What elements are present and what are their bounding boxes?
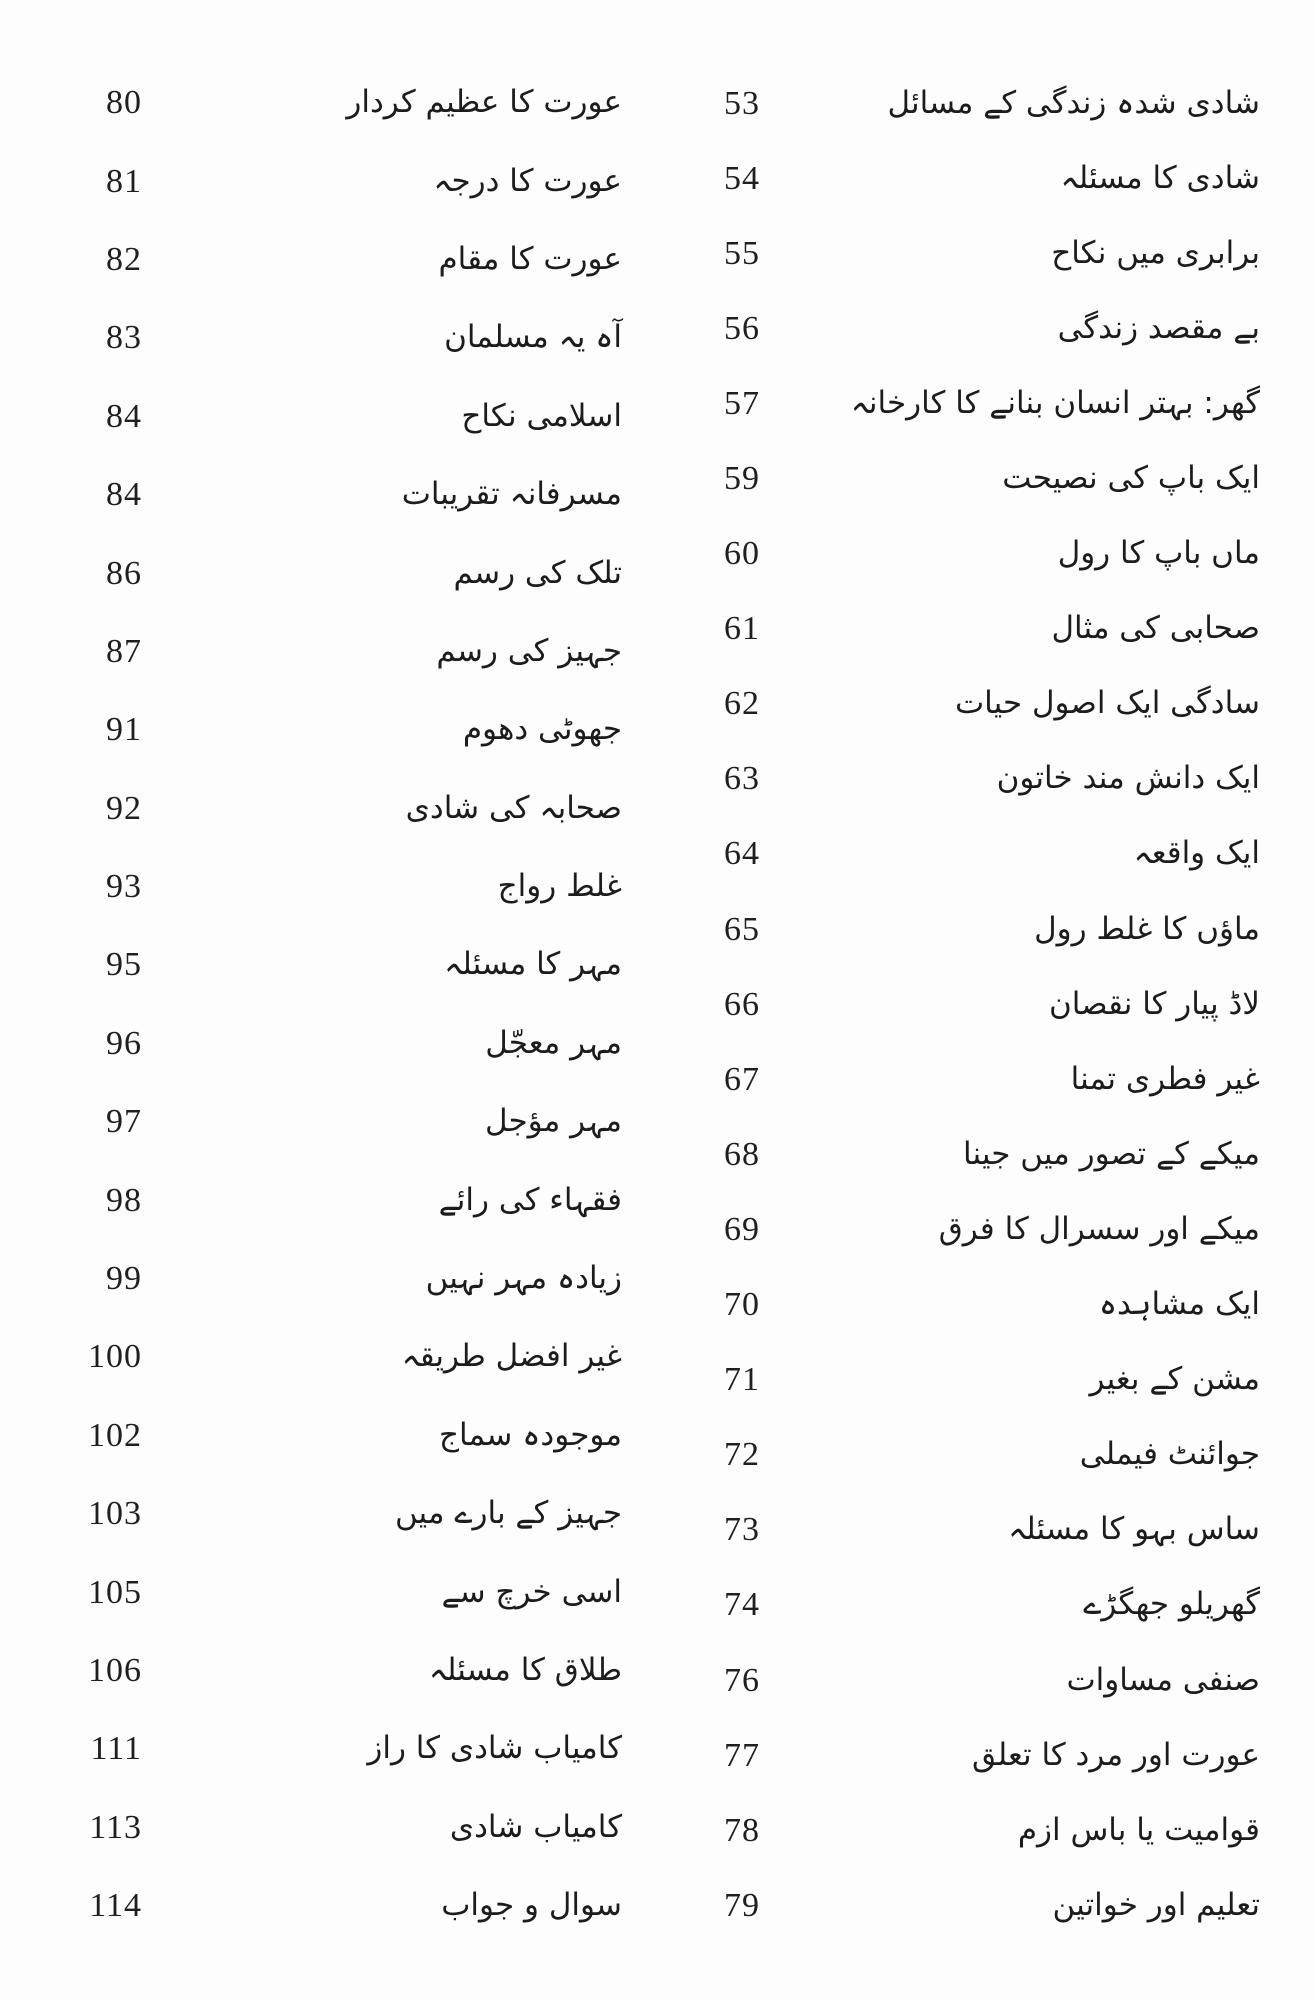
toc-row bbox=[640, 1042, 1260, 1117]
chapter-title: میکے اور سسرال کا فرق bbox=[938, 1211, 1260, 1248]
chapter-title: شادی کا مسئلہ bbox=[1060, 159, 1260, 196]
chapter-title: سادگی ایک اصول حیات bbox=[955, 685, 1260, 722]
page-number: 113 bbox=[89, 1808, 142, 1846]
chapter-title: ماں باپ کا رول bbox=[1057, 535, 1260, 572]
chapter-title: لاڈ پیار کا نقصان bbox=[1048, 985, 1260, 1022]
page-number: 61 bbox=[724, 610, 760, 648]
toc-row bbox=[62, 1632, 622, 1710]
chapter-title: گھریلو جھگڑے bbox=[1083, 1586, 1260, 1623]
page-number: 81 bbox=[106, 162, 142, 200]
chapter-title: فقہاء کی رائے bbox=[438, 1181, 622, 1218]
chapter-title: عورت اور مرد کا تعلق bbox=[971, 1736, 1260, 1773]
page-number: 83 bbox=[106, 319, 142, 357]
toc-row bbox=[62, 1318, 622, 1396]
page-number: 62 bbox=[724, 685, 760, 723]
toc-row bbox=[62, 691, 622, 769]
page-number: 64 bbox=[724, 835, 760, 873]
toc-row bbox=[640, 1192, 1260, 1267]
chapter-title: مہر کا مسئلہ bbox=[444, 946, 622, 983]
page-number: 106 bbox=[88, 1652, 142, 1689]
page-number: 54 bbox=[724, 159, 760, 197]
chapter-title: عورت کا درجہ bbox=[433, 162, 622, 199]
chapter-title: مہر معجّل bbox=[485, 1025, 622, 1062]
page-number: 56 bbox=[724, 309, 760, 347]
toc-column-right bbox=[640, 66, 1260, 1943]
page-number: 53 bbox=[724, 84, 760, 122]
toc-row bbox=[62, 299, 622, 377]
toc-row bbox=[640, 967, 1260, 1042]
toc-row bbox=[62, 848, 622, 926]
toc-row bbox=[640, 592, 1260, 667]
toc-row bbox=[62, 1710, 622, 1788]
chapter-title: ساس بہو کا مسئلہ bbox=[1008, 1511, 1260, 1548]
page-number: 96 bbox=[106, 1024, 142, 1062]
chapter-title: جھوٹی دھوم bbox=[462, 711, 622, 748]
chapter-title: کامیاب شادی bbox=[449, 1808, 622, 1845]
toc-row bbox=[62, 1161, 622, 1239]
chapter-title: ایک باپ کی نصیحت bbox=[1002, 460, 1260, 497]
toc-row bbox=[640, 667, 1260, 742]
page-number: 67 bbox=[724, 1060, 760, 1098]
page-number: 105 bbox=[88, 1573, 142, 1611]
toc-row bbox=[640, 366, 1260, 441]
page-number: 76 bbox=[724, 1661, 760, 1699]
toc-row bbox=[640, 1643, 1260, 1718]
toc-row bbox=[640, 742, 1260, 817]
page-number: 92 bbox=[106, 789, 142, 827]
page-number: 69 bbox=[724, 1210, 760, 1248]
toc-row bbox=[62, 1475, 622, 1553]
chapter-title: بے مقصد زندگی bbox=[1057, 310, 1260, 347]
page-number: 73 bbox=[724, 1511, 760, 1549]
chapter-title: موجودہ سماج bbox=[439, 1417, 622, 1454]
chapter-title: غلط رواج bbox=[497, 868, 622, 905]
page-number: 55 bbox=[724, 234, 760, 272]
chapter-title: زیادہ مہر نہیں bbox=[425, 1260, 622, 1297]
chapter-title: جوائنٹ فیملی bbox=[1079, 1436, 1260, 1473]
toc-row bbox=[62, 613, 622, 691]
page-number: 87 bbox=[106, 632, 142, 670]
page-number: 63 bbox=[724, 760, 760, 798]
chapter-title: مسرفانہ تقریبات bbox=[401, 476, 622, 513]
chapter-title: طلاق کا مسئلہ bbox=[428, 1652, 622, 1689]
page-number: 84 bbox=[106, 476, 142, 514]
page-number: 91 bbox=[106, 711, 142, 749]
toc-row bbox=[62, 1083, 622, 1161]
page-number: 71 bbox=[724, 1361, 760, 1399]
page-number: 82 bbox=[106, 240, 142, 278]
toc-row bbox=[62, 221, 622, 299]
chapter-title: اسلامی نکاح bbox=[461, 397, 622, 434]
chapter-title: آہ یہ مسلمان bbox=[444, 319, 622, 356]
page-number: 70 bbox=[724, 1286, 760, 1324]
chapter-title: برابری میں نکاح bbox=[1051, 234, 1260, 271]
chapter-title: جہیز کی رسم bbox=[436, 633, 622, 670]
toc-row bbox=[640, 1793, 1260, 1868]
toc-row bbox=[62, 1005, 622, 1083]
toc-row bbox=[62, 456, 622, 534]
page-number: 60 bbox=[724, 535, 760, 573]
chapter-title: ماؤں کا غلط رول bbox=[1034, 910, 1260, 947]
toc-row bbox=[640, 1718, 1260, 1793]
toc-row bbox=[640, 1117, 1260, 1192]
page-number: 65 bbox=[724, 910, 760, 948]
page-number: 111 bbox=[90, 1730, 142, 1768]
toc-row bbox=[640, 216, 1260, 291]
chapter-title: میکے کے تصور میں جینا bbox=[963, 1136, 1260, 1173]
chapter-title: غیر فطری تمنا bbox=[1070, 1060, 1260, 1097]
toc-row bbox=[640, 892, 1260, 967]
chapter-title: غیر افضل طریقہ bbox=[401, 1338, 622, 1375]
toc-row bbox=[640, 1568, 1260, 1643]
toc-row bbox=[640, 141, 1260, 216]
chapter-title: سوال و جواب bbox=[441, 1887, 622, 1924]
toc-row bbox=[62, 1553, 622, 1631]
chapter-title: شادی شدہ زندگی کے مسائل bbox=[887, 84, 1260, 121]
toc-row bbox=[62, 1867, 622, 1945]
toc-row bbox=[62, 926, 622, 1004]
toc-row bbox=[62, 1789, 622, 1867]
page-number: 100 bbox=[88, 1338, 142, 1376]
toc-row bbox=[640, 441, 1260, 516]
toc-row bbox=[62, 1240, 622, 1318]
chapter-title: عورت کا عظیم کردار bbox=[346, 84, 622, 121]
page-number: 77 bbox=[724, 1736, 760, 1774]
chapter-title: تعلیم اور خواتین bbox=[1052, 1886, 1260, 1923]
chapter-title: صحابہ کی شادی bbox=[405, 789, 622, 826]
toc-row bbox=[62, 534, 622, 612]
toc-row bbox=[62, 378, 622, 456]
toc-row bbox=[640, 1343, 1260, 1418]
toc-column-left bbox=[62, 64, 622, 1945]
toc-row bbox=[62, 770, 622, 848]
page-number: 84 bbox=[106, 397, 142, 435]
page-number: 114 bbox=[89, 1887, 142, 1925]
toc-row bbox=[640, 817, 1260, 892]
chapter-title: قوامیت یا باس ازم bbox=[1017, 1811, 1260, 1848]
page-number: 97 bbox=[106, 1103, 142, 1141]
chapter-title: ایک واقعہ bbox=[1133, 835, 1260, 872]
toc-row bbox=[640, 517, 1260, 592]
page-number: 95 bbox=[106, 946, 142, 984]
page-number: 66 bbox=[724, 985, 760, 1023]
chapter-title: عورت کا مقام bbox=[438, 241, 622, 278]
page-number: 59 bbox=[724, 460, 760, 498]
page-number: 102 bbox=[88, 1416, 142, 1454]
page-number: 57 bbox=[724, 384, 760, 422]
page-number: 103 bbox=[88, 1495, 142, 1533]
toc-row bbox=[640, 66, 1260, 141]
toc-row bbox=[640, 1868, 1260, 1943]
page-number: 72 bbox=[724, 1436, 760, 1474]
page-number: 80 bbox=[106, 84, 142, 122]
toc-row bbox=[62, 64, 622, 142]
page-number: 93 bbox=[106, 868, 142, 906]
chapter-title: گھر: بہتر انسان بنانے کا کارخانہ bbox=[850, 385, 1260, 422]
toc-row bbox=[640, 1418, 1260, 1493]
page-number: 79 bbox=[724, 1886, 760, 1924]
page-number: 74 bbox=[724, 1586, 760, 1624]
chapter-title: اسی خرچ سے bbox=[441, 1573, 622, 1610]
chapter-title: صحابی کی مثال bbox=[1051, 610, 1260, 647]
toc-row bbox=[62, 142, 622, 220]
toc-row bbox=[640, 1268, 1260, 1343]
chapter-title: کامیاب شادی کا راز bbox=[367, 1730, 622, 1767]
toc-row bbox=[640, 1493, 1260, 1568]
toc-row bbox=[62, 1397, 622, 1475]
chapter-title: ایک مشاہدہ bbox=[1098, 1286, 1260, 1323]
chapter-title: صنفی مساوات bbox=[1066, 1661, 1260, 1698]
page-number: 78 bbox=[724, 1811, 760, 1849]
chapter-title: مشن کے بغیر bbox=[1089, 1361, 1260, 1398]
page-number: 98 bbox=[106, 1181, 142, 1219]
chapter-title: مہر مؤجل bbox=[485, 1103, 622, 1140]
page-number: 86 bbox=[106, 554, 142, 592]
toc-row bbox=[640, 291, 1260, 366]
chapter-title: تلک کی رسم bbox=[453, 554, 622, 591]
chapter-title: جہیز کے بارے میں bbox=[394, 1495, 622, 1532]
page-number: 99 bbox=[106, 1260, 142, 1298]
chapter-title: ایک دانش مند خاتون bbox=[996, 760, 1260, 797]
page-number: 68 bbox=[724, 1135, 760, 1173]
